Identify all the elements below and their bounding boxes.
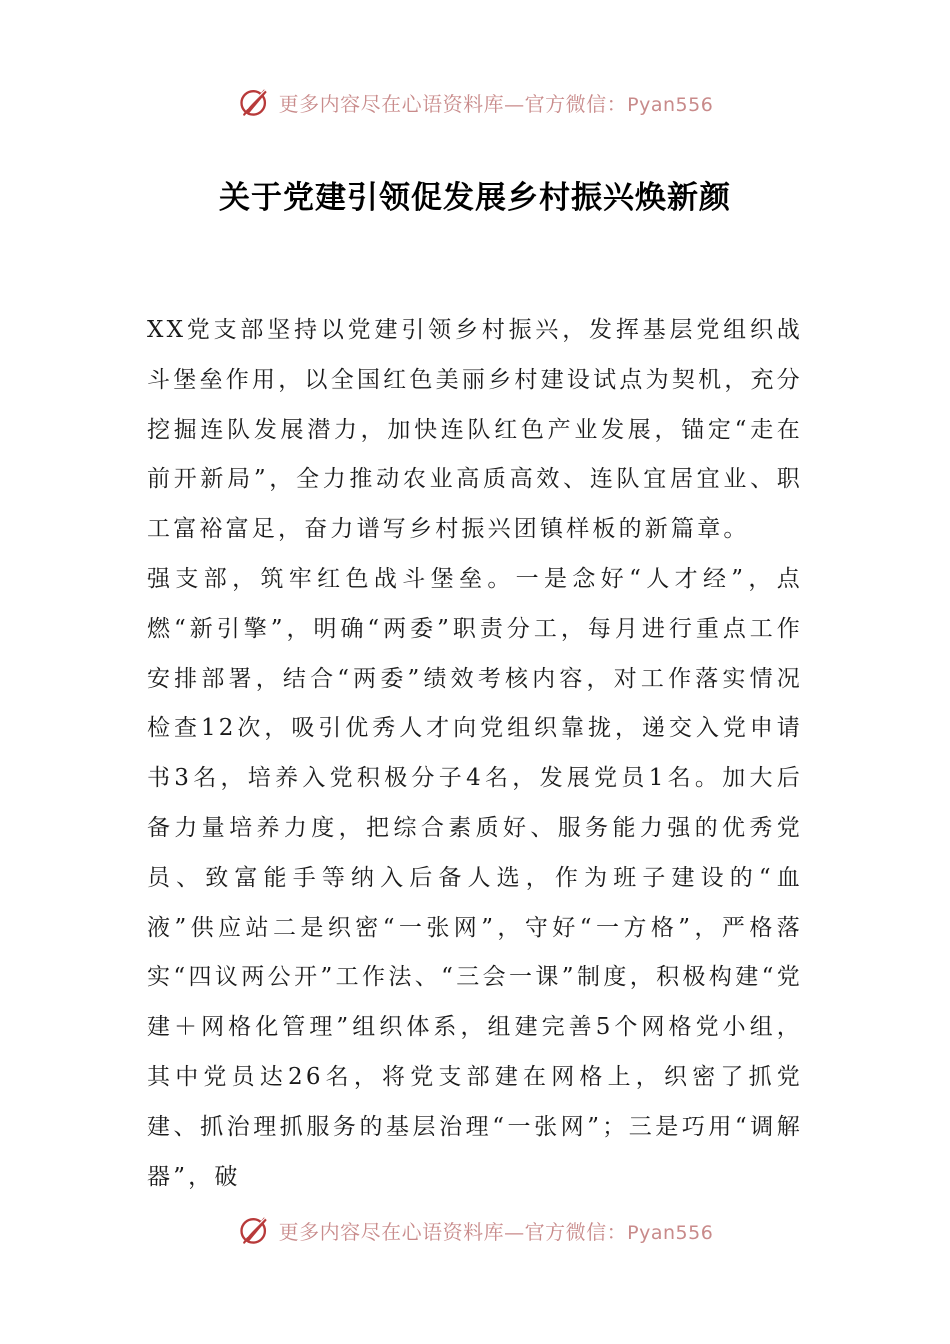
document-body — [147, 306, 803, 1202]
paragraph-intro: XX党支部坚持以党建引领乡村振兴，发挥基层党组织战斗堡垒作用，以全国红色美丽乡村建设试点为契机，充分挖掘连队发展潜力，加快连队红色产业发展，锚定“走在前开新局”，全力推动农业高质高效、连队宜居宜业、职工富裕富足，奋力谱写乡村振兴团镇样板的新篇章。 — [147, 317, 803, 543]
banner-text: 更多内容尽在心语资料库—官方微信：Pyan556 — [278, 1219, 714, 1244]
header-banner — [0, 80, 950, 124]
wechat-id: Pyan556 — [627, 1221, 714, 1244]
banner-text: 更多内容尽在心语资料库—官方微信：Pyan556 — [278, 91, 714, 116]
footer-banner — [0, 1208, 950, 1252]
quill-logo-icon — [237, 84, 273, 120]
quill-logo-icon — [237, 1212, 273, 1248]
document-title: 关于党建引领促发展乡村振兴焕新颜 — [219, 180, 731, 216]
paragraph-strengthen-branch: 强支部，筑牢红色战斗堡垒。一是念好“人才经”，点燃“新引擎”，明确“两委”职责分工，每月进行重点工作安排部署，结合“两委”绩效考核内容，对工作落实情况检查12次，吸引优秀人才向党组织靠拢，递交入党申请书3名，培养入党积极分子4名，发展党员1名。加大后备力量培养力度，把综合素质好、服务能力强的优秀党员、致富能手等纳入后备人选，作为班子建设的“血液”供应站二是织密“一张网”，守好“一方格”，严格落实“四议两公开”工作法、“三会一课”制度，积极构建“党建＋网格化管理”组织体系，组建完善5个网格党小组，其中党员达26名，将党支部建在网格上，织密了抓党建、抓治理抓服务的基层治理“一张网”；三是巧用“调解器”，破 — [147, 565, 803, 1190]
wechat-id: Pyan556 — [627, 93, 714, 116]
